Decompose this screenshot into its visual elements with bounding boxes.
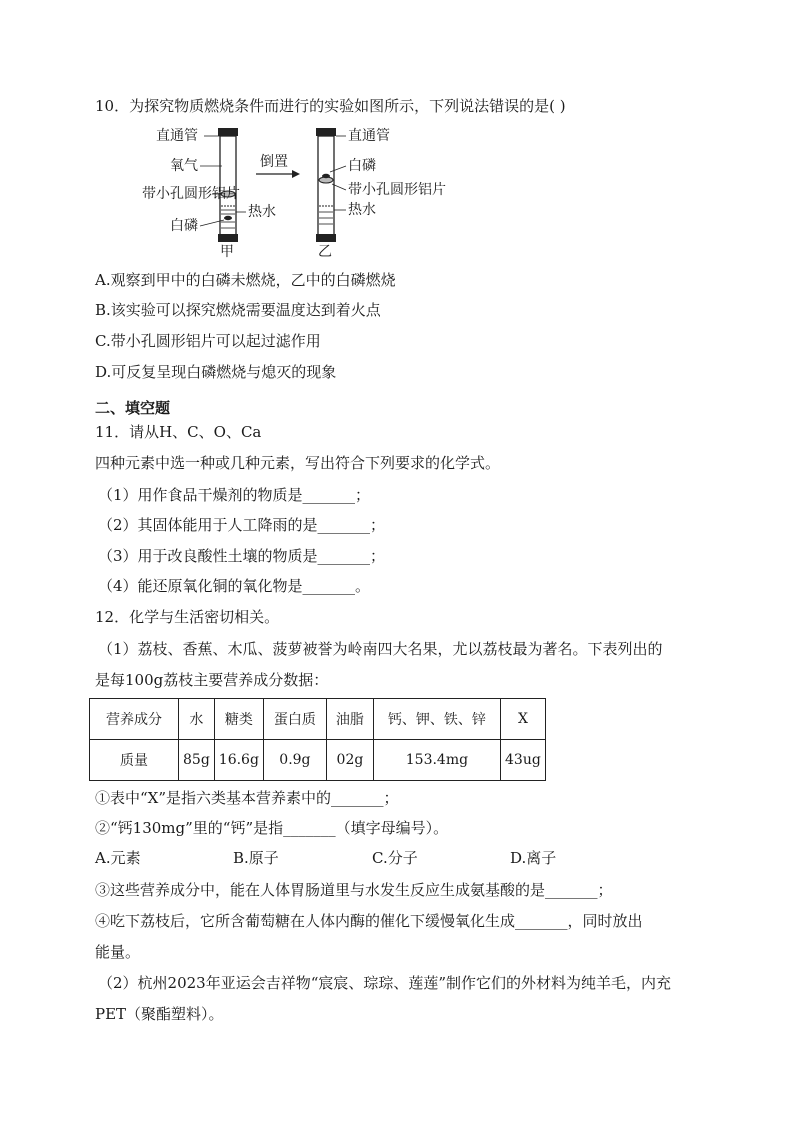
section-fill-in-title: 二、填空题 [95, 399, 171, 417]
q11-item-1: （1）用作食品干燥剂的物质是_______； [98, 486, 371, 504]
caption-yi: 乙 [318, 244, 332, 260]
q11-stem-continued: 四种元素中选一种或几种元素，写出符合下列要求的化学式。 [95, 454, 501, 472]
q12-sub3: ③这些营养成分中，能在人体胃肠道里与水发生反应生成氨基酸的是_______； [95, 881, 613, 899]
table-cell: 糖类 [214, 699, 263, 740]
label-oxygen: 氧气 [170, 158, 198, 174]
combustion-experiment-figure [142, 122, 446, 262]
q12-sub4-line2: 能量。 [95, 943, 141, 961]
tube-jia [218, 128, 238, 242]
q12-stem: 12．化学与生活密切相关。 [95, 608, 280, 626]
label-white-phosphorus-right: 白磷 [348, 158, 376, 174]
table-cell: 水 [179, 699, 215, 740]
q12-sub4-line1: ④吃下荔枝后，它所含葡萄糖在人体内酶的催化下缓慢氧化生成_______，同时放出 [95, 912, 643, 930]
label-invert: 倒置 [260, 154, 288, 170]
label-al-disc-right: 带小孔圆形铝片 [348, 182, 446, 198]
q12-sub1: ①表中“X”是指六类基本营养素中的_______； [95, 789, 399, 807]
label-straight-tube-left: 直通管 [156, 128, 198, 144]
table-cell: 营养成分 [90, 699, 179, 740]
q11-item-4: （4）能还原氧化铜的氧化物是_______。 [98, 577, 371, 595]
choice-d: D.离子 [510, 849, 557, 867]
arrow-right-icon [292, 170, 300, 178]
q11-item-2: （2）其固体能用于人工降雨的是_______； [98, 516, 386, 534]
q10-option-a: A.观察到甲中的白磷未燃烧，乙中的白磷燃烧 [95, 271, 396, 289]
q10-option-d: D.可反复呈现白磷燃烧与熄灭的现象 [95, 363, 337, 381]
table-cell: 02g [326, 740, 373, 781]
q12-part2-line2: PET（聚酯塑料）。 [95, 1005, 224, 1023]
caption-jia: 甲 [220, 244, 234, 260]
table-cell: 153.4mg [373, 740, 500, 781]
table-cell: 油脂 [326, 699, 373, 740]
table-header-row [90, 699, 546, 740]
nutrition-table [89, 698, 546, 781]
q12-part1-line2: 是每100g荔枝主要营养成分数据： [95, 671, 329, 689]
table-row [90, 740, 546, 781]
table-cell: 质量 [90, 740, 179, 781]
q10-stem: 10．为探究物质燃烧条件而进行的实验如图所示，下列说法错误的是( ) [95, 97, 566, 115]
q11-item-3: （3）用于改良酸性土壤的物质是_______； [98, 547, 386, 565]
q12-part1-line1: （1）荔枝、香蕉、木瓜、菠萝被誉为岭南四大名果，尤以荔枝最为著名。下表列出的 [98, 640, 663, 658]
table-cell: 43ug [500, 740, 545, 781]
choice-b: B.原子 [233, 849, 279, 867]
q12-part2-line1: （2）杭州2023年亚运会吉祥物“宸宸、琮琮、莲莲”制作它们的外材料为纯羊毛，内充 [98, 974, 672, 992]
q10-option-c: C.带小孔圆形铝片可以起过滤作用 [95, 332, 321, 350]
label-al-disc-left: 带小孔圆形铝片 [142, 186, 240, 202]
table-cell: 钙、钾、铁、锌 [373, 699, 500, 740]
table-cell: 85g [179, 740, 215, 781]
label-hot-water-right: 热水 [348, 202, 376, 218]
label-white-phosphorus-left: 白磷 [170, 218, 198, 234]
label-straight-tube-right: 直通管 [348, 128, 390, 144]
choice-a: A.元素 [95, 849, 141, 867]
table-cell: X [500, 699, 545, 740]
table-cell: 16.6g [214, 740, 263, 781]
table-cell: 蛋白质 [263, 699, 326, 740]
table-cell: 0.9g [263, 740, 326, 781]
tube-yi [316, 128, 336, 242]
q10-option-b: B.该实验可以探究燃烧需要温度达到着火点 [95, 301, 381, 319]
q11-stem: 11．请从H、C、O、Ca [95, 423, 262, 441]
label-hot-water-left: 热水 [248, 204, 276, 220]
q12-sub2: ②“钙130mg”里的“钙”是指_______（填字母编号）。 [95, 819, 449, 837]
choice-c: C.分子 [372, 849, 418, 867]
